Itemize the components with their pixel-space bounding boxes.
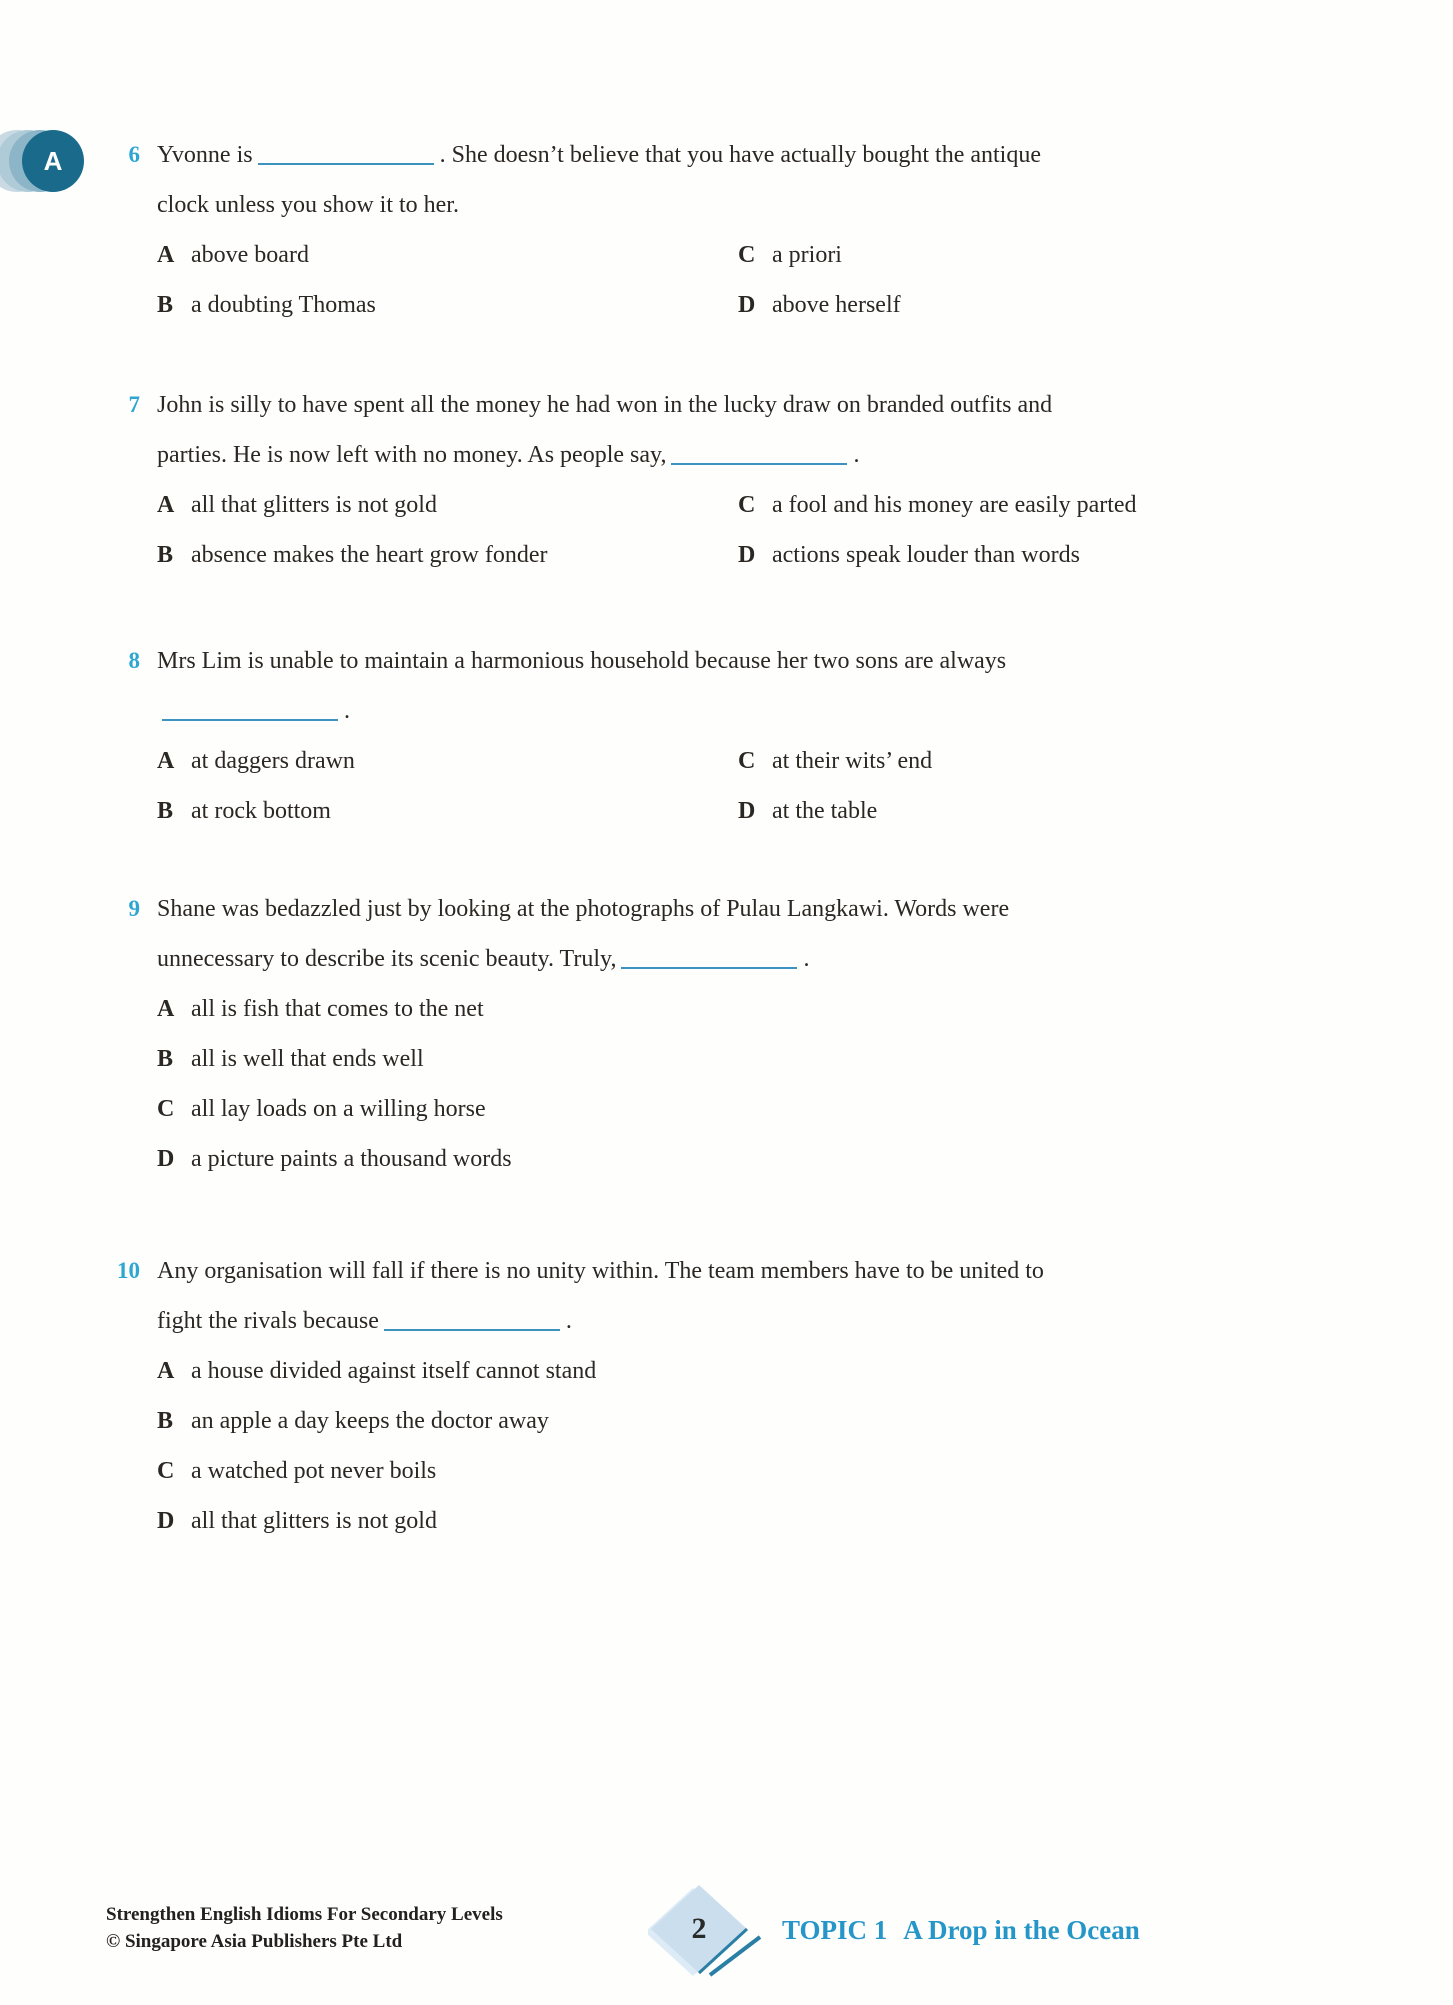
question-text-before: Any organisation will fall if there is no unity within. The team members have to be united to fight the rivals because: [157, 1258, 1044, 1334]
footer-imprint: [106, 1901, 503, 1955]
section-a-badge: [0, 129, 100, 193]
question-body: [157, 380, 1137, 580]
option-text: all that glitters is not gold: [191, 492, 437, 518]
question-text-after: .: [565, 1308, 572, 1334]
topic-heading: [782, 1915, 1140, 1946]
question-text-after: .: [803, 946, 810, 972]
option-letter: D: [738, 798, 756, 824]
option-d: [738, 530, 1137, 580]
question-10: [112, 1246, 1074, 1546]
options-list: [157, 984, 1074, 1184]
question-7: [112, 380, 1137, 580]
option-text: a priori: [772, 242, 842, 268]
option-b: [157, 786, 738, 836]
option-text: above board: [191, 242, 309, 268]
question-number: 9: [128, 896, 140, 921]
question-text-after: .: [853, 442, 860, 468]
option-text: a picture paints a thousand words: [191, 1146, 512, 1172]
options-list: [157, 480, 1137, 580]
option-letter: B: [157, 1408, 174, 1434]
question-text: [157, 130, 1074, 230]
option-letter: B: [157, 292, 174, 318]
option-text: all that glitters is not gold: [191, 1508, 437, 1534]
question-text: [157, 1246, 1074, 1346]
option-letter: C: [738, 748, 756, 774]
question-text: [157, 884, 1074, 984]
topic-label: TOPIC 1: [782, 1915, 888, 1945]
option-letter: B: [157, 1046, 174, 1072]
question-number: 10: [117, 1258, 140, 1283]
option-c: [738, 736, 1074, 786]
option-c: [157, 1446, 1074, 1496]
question-body: [157, 636, 1074, 836]
option-b: [157, 280, 738, 330]
book-title: Strengthen English Idioms For Secondary Levels: [106, 1904, 503, 1925]
option-letter: A: [157, 492, 175, 518]
option-letter: D: [738, 542, 756, 568]
options-list: [157, 736, 1074, 836]
option-b: [157, 1396, 1074, 1446]
option-text: at their wits’ end: [772, 748, 933, 774]
question-text-after: .: [344, 698, 350, 724]
options-list: [157, 1346, 1074, 1546]
options-list: [157, 230, 1074, 330]
answer-blank: [671, 457, 847, 465]
option-letter: A: [157, 748, 175, 774]
option-letter: C: [157, 1458, 175, 1484]
option-text: absence makes the heart grow fonder: [191, 542, 548, 568]
answer-blank: [162, 713, 338, 721]
option-letter: B: [157, 798, 174, 824]
page-number: 2: [691, 1912, 707, 1945]
question-number: 8: [128, 648, 140, 673]
option-text: an apple a day keeps the doctor away: [191, 1408, 549, 1434]
option-text: a house divided against itself cannot stand: [191, 1358, 597, 1384]
option-letter: A: [157, 1358, 175, 1384]
option-d: [738, 786, 1074, 836]
option-b: [157, 1034, 1074, 1084]
option-letter: D: [157, 1146, 175, 1172]
option-text: all lay loads on a willing horse: [191, 1096, 486, 1122]
option-text: above herself: [772, 292, 901, 318]
option-text: a fool and his money are easily parted: [772, 492, 1137, 518]
option-a: [157, 984, 1074, 1034]
question-text-before: Mrs Lim is unable to maintain a harmonious household because her two sons are always: [157, 648, 1007, 674]
question-body: [157, 130, 1074, 330]
option-a: [157, 230, 738, 280]
question-text: [157, 636, 1074, 736]
option-letter: D: [738, 292, 756, 318]
option-a: [157, 736, 738, 786]
question-9: [112, 884, 1074, 1184]
option-d: [738, 280, 1074, 330]
option-text: all is well that ends well: [191, 1046, 424, 1072]
option-text: at rock bottom: [191, 798, 331, 824]
option-text: a doubting Thomas: [191, 292, 376, 318]
question-8: [112, 636, 1074, 836]
answer-blank: [621, 961, 797, 969]
question-number: 6: [128, 142, 140, 167]
question-number: 7: [128, 392, 140, 417]
option-text: all is fish that comes to the net: [191, 996, 484, 1022]
option-text: at daggers drawn: [191, 748, 355, 774]
question-text-before: John is silly to have spent all the money he had won in the lucky draw on branded outfits and parties. He is now left with no money. As people say,: [157, 392, 1053, 468]
option-a: [157, 480, 738, 530]
option-letter: B: [157, 542, 174, 568]
option-d: [157, 1134, 1074, 1184]
topic-title: A Drop in the Ocean: [903, 1915, 1140, 1945]
question-text: [157, 380, 1074, 480]
option-d: [157, 1496, 1074, 1546]
option-text: at the table: [772, 798, 878, 824]
copyright-line: © Singapore Asia Publishers Pte Ltd: [106, 1931, 403, 1952]
question-text-before: Shane was bedazzled just by looking at the photographs of Pulau Langkawi. Words were unnecessary to describe its scenic beauty. Truly,: [157, 896, 1010, 972]
option-text: actions speak louder than words: [772, 542, 1080, 568]
option-text: a watched pot never boils: [191, 1458, 437, 1484]
option-letter: C: [738, 492, 756, 518]
section-letter: A: [43, 145, 63, 176]
option-a: [157, 1346, 1074, 1396]
question-6: [112, 130, 1074, 330]
option-c: [738, 480, 1137, 530]
answer-blank: [384, 1323, 560, 1331]
option-letter: A: [157, 242, 175, 268]
question-body: [157, 1246, 1074, 1546]
option-letter: A: [157, 996, 175, 1022]
answer-blank: [258, 157, 434, 165]
question-text-after: . She doesn’t believe that you have actually bought the antique clock unless you show it to her.: [157, 142, 1041, 218]
option-c: [157, 1084, 1074, 1134]
option-letter: C: [738, 242, 756, 268]
option-letter: C: [157, 1096, 175, 1122]
option-b: [157, 530, 738, 580]
option-c: [738, 230, 1074, 280]
question-body: [157, 884, 1074, 1184]
question-text-before: Yvonne is: [157, 142, 253, 168]
option-letter: D: [157, 1508, 175, 1534]
